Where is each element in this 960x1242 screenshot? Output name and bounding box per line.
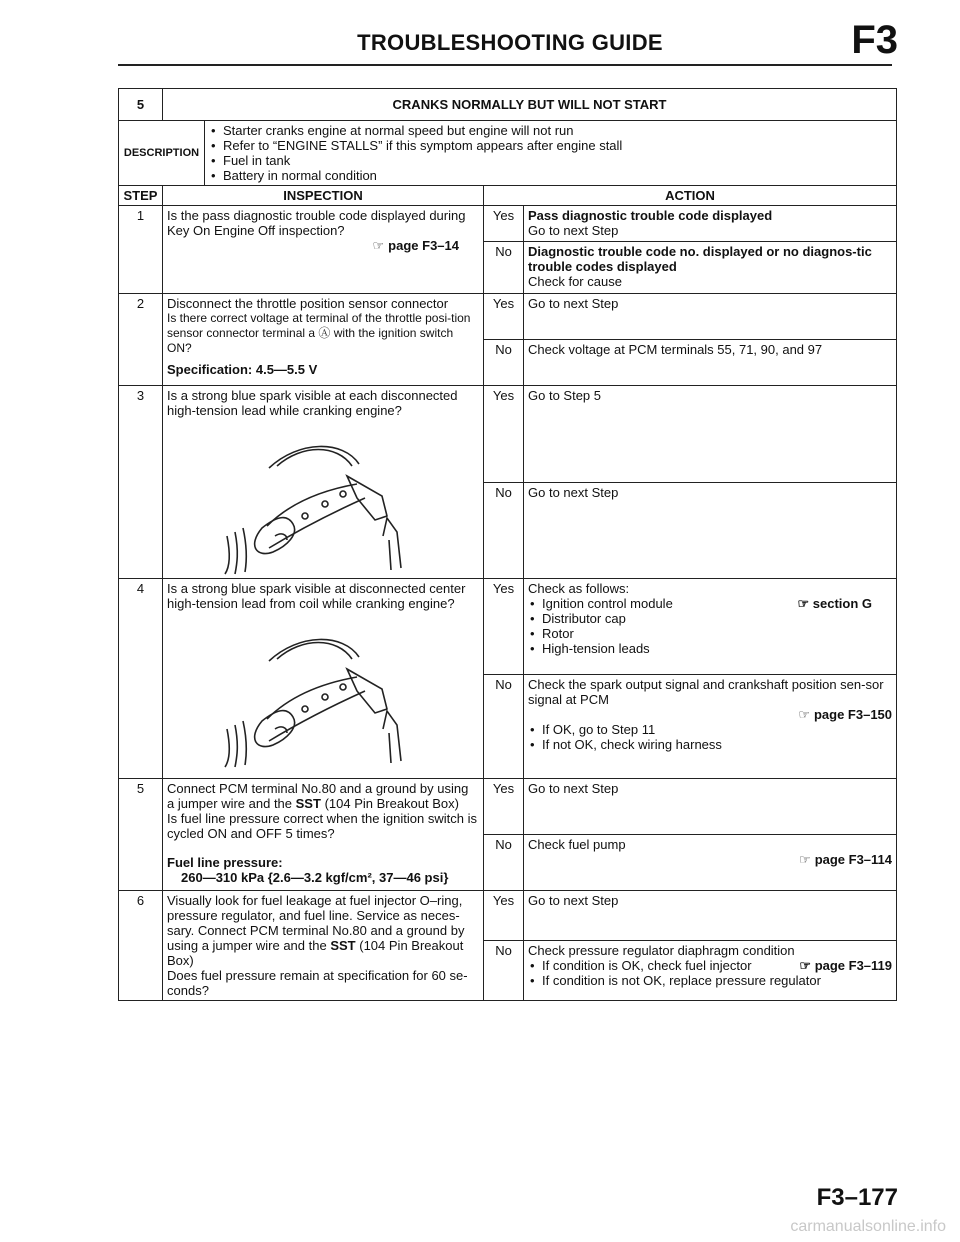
spark-test-illustration: [207, 436, 417, 576]
section-reference: ☞ section G: [797, 596, 873, 611]
symptom-number: 5: [119, 89, 163, 121]
no-label: No: [484, 941, 524, 1001]
step-number: 3: [119, 386, 163, 579]
action-heading: Pass diagnostic trouble code displayed: [528, 208, 773, 223]
specification: Specification: 4.5—5.5 V: [167, 362, 318, 377]
no-action: Check voltage at PCM terminals 55, 71, 90, and 97: [524, 340, 897, 386]
yes-action: [524, 579, 897, 675]
description-item: • Battery in normal condition: [223, 168, 892, 183]
step-inspection: [163, 779, 484, 891]
yes-action: Go to Step 5: [524, 386, 897, 483]
inspection-text: Is the pass diagnostic trouble code displayed during Key On Engine Off inspection?: [167, 208, 466, 238]
troubleshooting-table: [118, 88, 897, 1001]
step-number: 2: [119, 294, 163, 386]
step-inspection: [163, 206, 484, 294]
action-text: Check for cause: [528, 274, 622, 289]
yes-action: Go to next Step: [524, 891, 897, 941]
description-list: [205, 121, 897, 186]
no-action: [524, 941, 897, 1001]
column-header-inspection: INSPECTION: [163, 186, 484, 206]
page-title: TROUBLESHOOTING GUIDE: [357, 30, 663, 55]
action-text: Check the spark output signal and crankshaft position sen-sor signal at PCM: [528, 677, 884, 707]
step-inspection: [163, 579, 484, 779]
no-label: No: [484, 482, 524, 579]
no-label: No: [484, 340, 524, 386]
step-inspection: [163, 294, 484, 386]
action-text: Check fuel pump: [528, 837, 626, 852]
pointing-hand-icon: ☞: [798, 707, 810, 722]
action-text: Go to next Step: [528, 223, 619, 238]
yes-label: Yes: [484, 891, 524, 941]
description-item: • Fuel in tank: [223, 153, 892, 168]
inspection-text: Disconnect the throttle position sensor connector: [167, 296, 449, 311]
inspection-text: Is there correct voltage at terminal of the throttle posi-tion sensor connector terminal a Ⓐ with the ignition switch ON?: [167, 311, 471, 355]
no-label: No: [484, 675, 524, 779]
step-inspection: [163, 386, 484, 579]
action-item: • If OK, go to Step 11: [542, 722, 892, 737]
description-item: • Refer to “ENGINE STALLS” if this symptom appears after engine stall: [223, 138, 892, 153]
action-item: • If condition is not OK, replace pressure regulator: [542, 973, 892, 988]
inspection-text: Connect PCM terminal No.80 and a ground by using a jumper wire and the SST (104 Pin Breakout Box): [167, 781, 469, 811]
reference-text: page F3–14: [388, 238, 459, 253]
yes-label: Yes: [484, 386, 524, 483]
action-text: Check as follows:: [528, 581, 630, 596]
yes-action: Go to next Step: [524, 779, 897, 835]
page-reference: [167, 238, 479, 253]
action-item: • Rotor: [542, 626, 892, 641]
yes-action: [524, 206, 897, 242]
spark-test-illustration: [207, 629, 417, 769]
action-heading: Diagnostic trouble code no. displayed or no diagnos-tic trouble codes displayed: [528, 244, 872, 274]
action-item: • Ignition control module ☞ section G: [542, 596, 892, 611]
no-label: No: [484, 835, 524, 891]
yes-label: Yes: [484, 206, 524, 242]
description-label: DESCRIPTION: [119, 121, 205, 186]
no-action: [524, 835, 897, 891]
step-number: 6: [119, 891, 163, 1001]
action-item: • High-tension leads: [542, 641, 892, 656]
inspection-text: Does fuel pressure remain at specification for 60 se-conds?: [167, 968, 468, 998]
specification-value: 260—310 kPa {2.6—3.2 kgf/cm², 37—46 psi}: [181, 870, 449, 885]
page-reference: ☞ page F3–150: [798, 707, 893, 722]
description-item: • Starter cranks engine at normal speed but engine will not run: [223, 123, 892, 138]
action-item: • Distributor cap: [542, 611, 892, 626]
inspection-text: Is a strong blue spark visible at each disconnected high-tension lead while cranking engine?: [167, 388, 458, 418]
watermark: carmanualsonline.info: [790, 1218, 946, 1235]
step-number: 1: [119, 206, 163, 294]
pointing-hand-icon: ☞: [799, 958, 812, 973]
column-header-action: ACTION: [484, 186, 897, 206]
specification-label: Fuel line pressure:: [167, 855, 283, 870]
page-reference: ☞ page F3–119: [799, 958, 893, 973]
page-reference: ☞ page F3–114: [799, 852, 893, 867]
step-inspection: [163, 891, 484, 1001]
pointing-hand-icon: ☞: [799, 852, 811, 867]
inspection-text: Is a strong blue spark visible at disconnected center high-tension lead from coil while cranking engine?: [167, 581, 466, 611]
action-item: • If not OK, check wiring harness: [542, 737, 892, 752]
inspection-text: Is fuel line pressure correct when the ignition switch is cycled ON and OFF 5 times?: [167, 811, 477, 841]
section-code: F3: [851, 18, 898, 62]
column-header-step: STEP: [119, 186, 163, 206]
action-item: • If condition is OK, check fuel injector ☞ page F3–119: [542, 958, 892, 973]
step-number: 4: [119, 579, 163, 779]
yes-label: Yes: [484, 779, 524, 835]
no-action: [524, 675, 897, 779]
header-rule: [118, 64, 892, 66]
yes-action: Go to next Step: [524, 294, 897, 340]
pointing-hand-icon: ☞: [372, 238, 385, 253]
inspection-text: Visually look for fuel leakage at fuel injector O–ring, pressure regulator, and fuel line. Service as neces-sary. Connect PCM terminal No.80 and a ground by using a jumper wire and the SST (104 Pin Breakout Box): [167, 893, 465, 968]
page-number: F3–177: [816, 1184, 898, 1211]
no-label: No: [484, 242, 524, 294]
action-text: Check pressure regulator diaphragm condition: [528, 943, 795, 958]
pointing-hand-icon: ☞: [797, 596, 810, 611]
symptom-title: CRANKS NORMALLY BUT WILL NOT START: [163, 89, 897, 121]
no-action: [524, 242, 897, 294]
yes-label: Yes: [484, 579, 524, 675]
no-action: Go to next Step: [524, 482, 897, 579]
yes-label: Yes: [484, 294, 524, 340]
step-number: 5: [119, 779, 163, 891]
